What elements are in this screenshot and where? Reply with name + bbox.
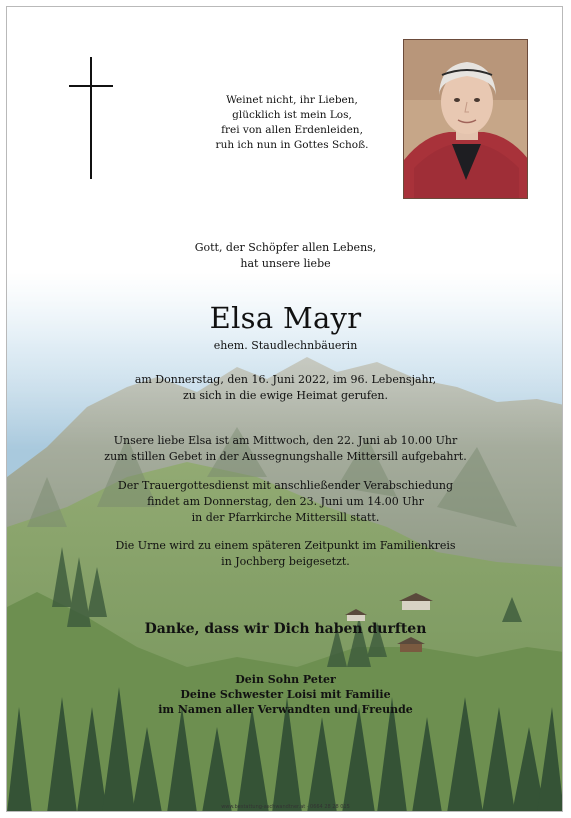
verse-line: glücklich ist mein Los,: [232, 109, 352, 121]
service-notice: [7, 478, 563, 526]
verse-line: ruh ich nun in Gottes Schoß.: [215, 139, 369, 151]
intro-text: [7, 240, 563, 272]
footer-phone: 0664 28 28 015: [310, 804, 350, 810]
verse: [177, 93, 407, 153]
deceased-name: Elsa Mayr: [209, 301, 362, 335]
footer: [7, 804, 563, 810]
portrait-illustration: [404, 40, 528, 199]
service-line: in der Pfarrkirche Mittersill statt.: [191, 511, 380, 524]
viewing-line: zum stillen Gebet in der Aussegnungshalle Mittersill aufgebahrt.: [104, 450, 467, 463]
family-line: im Namen aller Verwandten und Freunde: [158, 703, 413, 716]
intro-line: hat unsere liebe: [240, 257, 331, 270]
obituary-card: [6, 6, 563, 812]
service-line: findet am Donnerstag, den 23. Juni um 14.00 Uhr: [147, 495, 424, 508]
portrait-photo: [403, 39, 528, 199]
verse-line: frei von allen Erdenleiden,: [221, 124, 363, 136]
urn-line: Die Urne wird zu einem späteren Zeitpunkt im Familienkreis: [115, 539, 456, 552]
viewing-line: Unsere liebe Elsa ist am Mittwoch, den 22. Juni ab 10.00 Uhr: [113, 434, 458, 447]
thanks-heading: Danke, dass wir Dich haben durften: [144, 621, 427, 637]
family-signature: [7, 672, 563, 717]
family-line: Deine Schwester Loisi mit Familie: [180, 688, 391, 701]
footer-separator: ·: [306, 804, 311, 810]
cross-icon: [69, 57, 113, 179]
family-line: Dein Sohn Peter: [235, 673, 336, 686]
viewing-notice: [7, 433, 563, 465]
footer-website: www.bestattung-aschwandtner.at: [221, 804, 306, 810]
death-line: am Donnerstag, den 16. Juni 2022, im 96. Lebensjahr,: [134, 373, 437, 386]
urn-notice: [7, 538, 563, 570]
deceased-formerly: ehem. Staudlechnbäuerin: [213, 339, 358, 352]
service-line: Der Trauergottesdienst mit anschließender Verabschiedung: [117, 479, 454, 492]
intro-line: Gott, der Schöpfer allen Lebens,: [194, 241, 377, 254]
death-line: zu sich in die ewige Heimat gerufen.: [182, 389, 389, 402]
death-notice: [7, 372, 563, 404]
urn-line: in Jochberg beigesetzt.: [221, 555, 350, 568]
verse-line: Weinet nicht, ihr Lieben,: [226, 94, 358, 106]
